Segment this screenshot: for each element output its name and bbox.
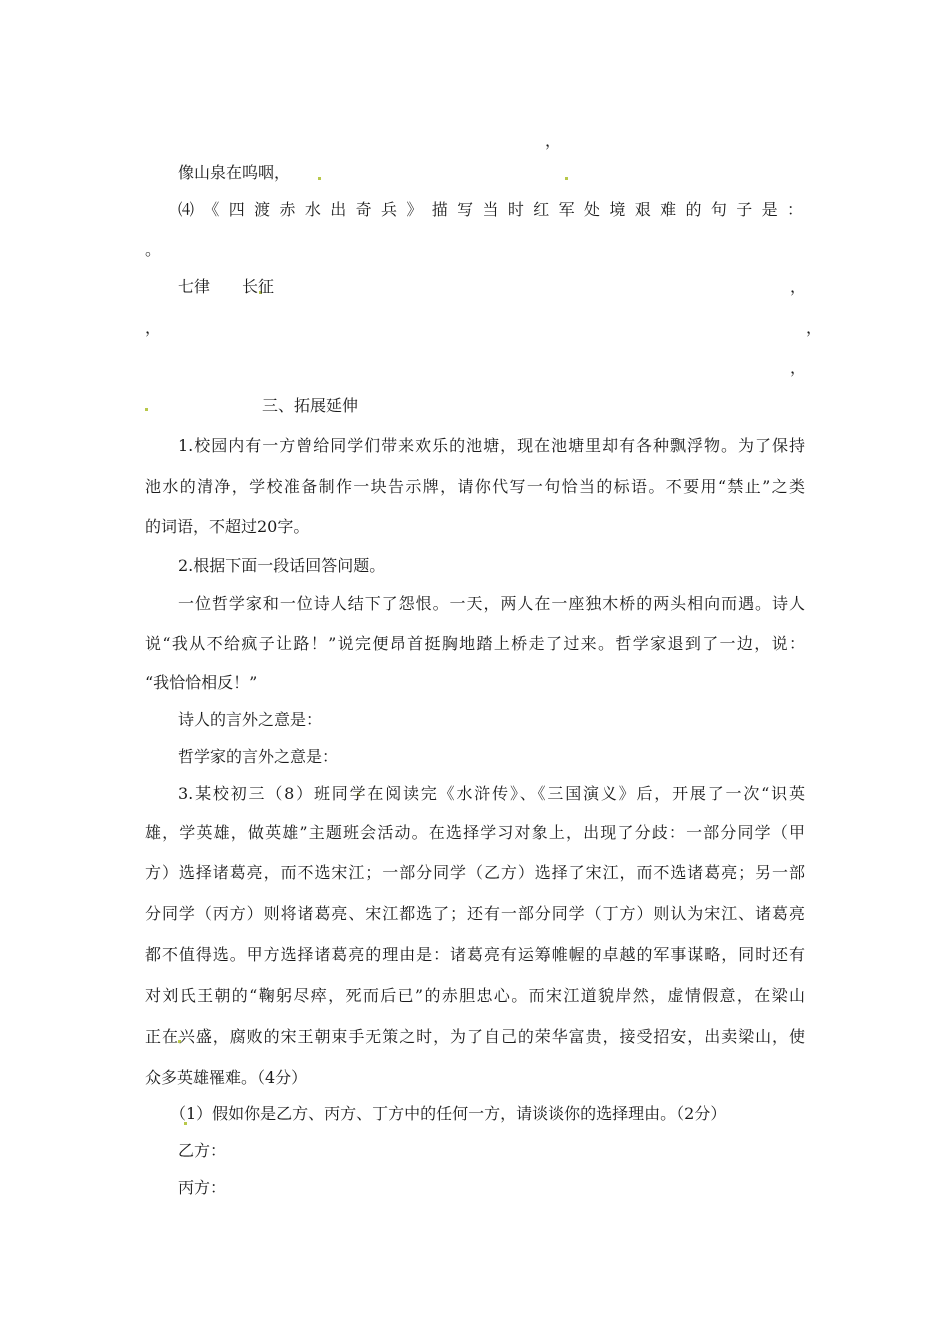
- item3-line: 方）选择诸葛亮，而不选宋江；一部分同学（乙方）选择了宋江，而不选诸葛亮；另一部: [145, 863, 805, 882]
- item2-paragraph-line: 说“我从不给疯子让路！”说完便昂首挺胸地踏上桥走了过来。哲学家退到了一边，说：: [145, 634, 805, 653]
- item2-paragraph-line: 一位哲学家和一位诗人结下了怨恨。一天，两人在一座独木桥的两头相向而遇。诗人: [178, 594, 805, 613]
- item3-line: 正在兴盛，腐败的宋王朝束手无策之时，为了自己的荣华富贵，接受招安，出卖梁山，使: [145, 1027, 805, 1046]
- q4-end: 。: [145, 240, 162, 259]
- item3-line: 都不值得选。甲方选择诸葛亮的理由是：诸葛亮有运筹帷幄的卓越的军事谋略，同时还有: [145, 945, 805, 964]
- scan-mark: [145, 408, 148, 411]
- item1-line: 池水的清净，学校准备制作一块告示牌，请你代写一句恰当的标语。不要用“禁止”之类: [145, 477, 805, 496]
- poem-comma: ，: [145, 318, 162, 337]
- q4-text: ⑷《四渡赤水出奇兵》描写当时红军处境艰难的句子是：: [178, 200, 803, 219]
- poem-title: 七律 长征: [178, 277, 275, 296]
- section-title: 三、拓展延伸: [262, 396, 359, 415]
- party-b-answer-prompt: 乙方：: [178, 1141, 227, 1160]
- item3-line: 分同学（丙方）则将诸葛亮、宋江都选了；还有一部分同学（丁方）则认为宋江、诸葛亮: [145, 904, 805, 923]
- poet-meaning-prompt: 诗人的言外之意是：: [178, 710, 323, 729]
- item3-line: 雄，学英雄，做英雄”主题班会活动。在选择学习对象上，出现了分歧：一部分同学（甲: [145, 823, 805, 842]
- item3-line: 3.某校初三（8）班同学在阅读完《水浒传》、《三国演义》后，开展了一次“识英: [178, 784, 805, 803]
- item3-line: 众多英雄罹难。（4分）: [145, 1068, 308, 1087]
- poem-comma: ，: [790, 277, 807, 296]
- item3-line: 对刘氏王朝的“鞠躬尽瘁，死而后已”的赤胆忠心。而宋江道貌岸然，虚情假意，在梁山: [145, 986, 805, 1005]
- scan-mark: [318, 177, 321, 180]
- item3-subquestion: （1）假如你是乙方、丙方、丁方中的任何一方，请谈谈你的选择理由。（2分）: [170, 1104, 727, 1123]
- item2-paragraph-line: “我恰恰相反！”: [145, 673, 258, 692]
- party-c-answer-prompt: 丙方：: [178, 1178, 227, 1197]
- item2-title: 2.根据下面一段话回答问题。: [178, 556, 386, 575]
- item1-line: 1.校园内有一方曾给同学们带来欢乐的池塘，现在池塘里却有各种飘浮物。为了保持: [178, 436, 805, 455]
- poem-comma: ，: [806, 318, 823, 337]
- line-mountain-spring: 像山泉在呜咽，: [178, 163, 291, 182]
- top-comma: ，: [545, 131, 562, 150]
- scan-mark: [565, 177, 568, 180]
- poem-comma: ，: [790, 358, 807, 377]
- item1-line: 的词语，不超过20字。: [145, 517, 310, 536]
- philosopher-meaning-prompt: 哲学家的言外之意是：: [178, 747, 339, 766]
